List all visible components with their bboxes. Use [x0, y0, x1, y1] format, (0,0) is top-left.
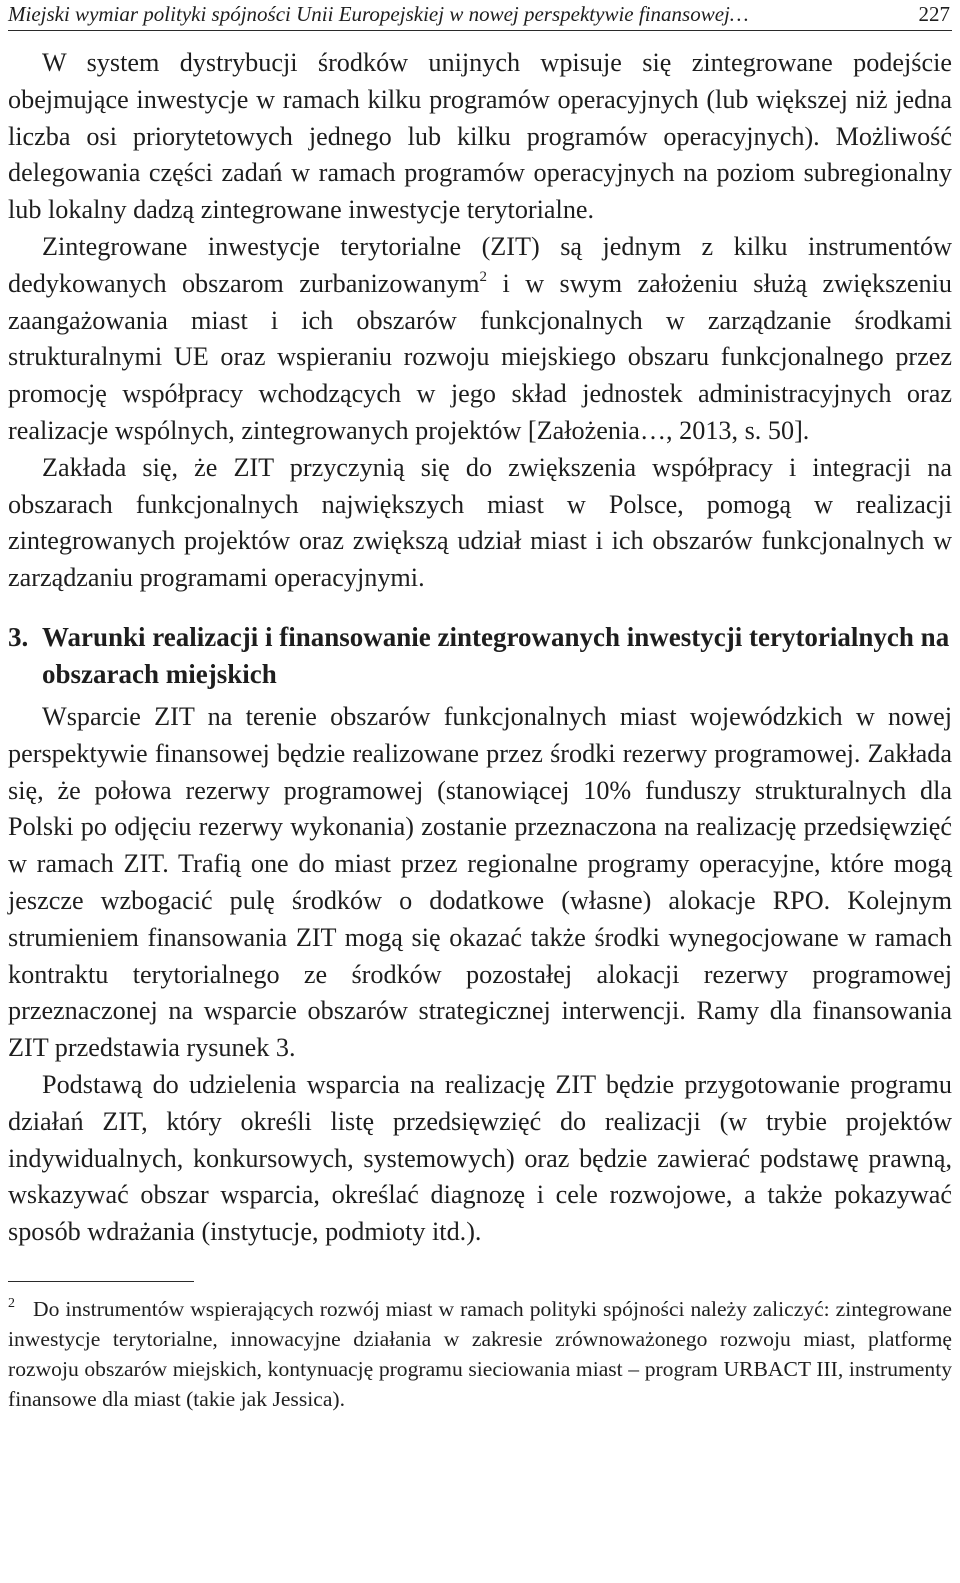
paragraph-5: Podstawą do udzielenia wsparcia na realizację ZIT będzie przygotowanie programu działań ZIT, który określi listę przedsięwzięć do realizacji (w trybie projektów indywidualnych, konkursowych, systemowych) oraz będzie zawierać podstawę prawną, wskazywać obszar wsparcia, określać diagnozę i cele rozwojowe, a także pokazywać sposób wdrażania (instytucje, podmioty itd.).: [8, 1069, 952, 1247]
paragraph-4: Wsparcie ZIT na terenie obszarów funkcjonalnych miast wojewódzkich w nowej perspektywie finansowej będzie realizowane przez środki rezerwy programowej. Zakłada się, że połowa rezerwy programowej (stanowiącej 10% funduszy strukturalnych dla Polski po odjęciu rezerwy wykonania) zostanie przeznaczona na realizację przedsięwzięć w ramach ZIT. Trafią one do miast przez regionalne programy operacyjne, które mogą jeszcze wzbogacić pulę środków o dodatkowe (własne) alokacje RPO. Kolejnym strumieniem finansowania ZIT mogą się okazać także środki wynegocjowane w ramach kontraktu terytorialnego ze środków pozostałej alokacji rezerwy programowej przeznaczonej na wsparcie obszarów strategicznej interwencji. Ramy dla finansowania ZIT przedstawia rysunek 3.: [8, 701, 952, 1063]
running-title: Miejski wymiar polityki spójności Unii Europejskiej w nowej perspektywie finansowej…: [8, 2, 749, 26]
paragraph-2: [8, 229, 952, 450]
footnote-mark: 2: [8, 1295, 15, 1311]
paragraph-2-text-b: i w swym założeniu służą zwiększeniu zaangażowania miast i ich obszarów funkcjonalnych w zarządzanie środkami strukturalnymi UE oraz wspieraniu rozwoju miejskiego obszaru funkcjonalnego przez promocję współpracy wchodzących w jego skład jednostek administracyjnych oraz realizacje wspólnych, zintegrowanych projektów [Założenia…, 2013, s. 50].: [8, 268, 952, 445]
section-title: Warunki realizacji i finansowanie zintegrowanych inwestycji terytorialnych na obszarach miejskich: [42, 621, 950, 689]
body-text: [8, 45, 952, 1251]
paragraph-3: Zakłada się, że ZIT przyczynią się do zwiększenia współpracy i integracji na obszarach funkcjonalnych największych miast w Polsce, pomogą w realizacji zintegrowanych projektów oraz zwiększą udział miast i ich obszarów funkcjonalnych w zarządzaniu programami operacyjnymi.: [8, 452, 952, 593]
page-number: 227: [918, 2, 950, 26]
paragraph-2-text-a: Zintegrowane inwestycje terytorialne (ZIT) są jednym z kilku instrumentów dedykowanych obszarom zurbanizowanym: [8, 231, 952, 298]
footnote: [8, 1294, 952, 1414]
footnote-reference: 2: [479, 268, 488, 285]
footnote-separator: [8, 1281, 194, 1282]
footnote-text: Do instrumentów wspierających rozwój miast w ramach polityki spójności należy zaliczyć: zintegrowane inwestycje terytorialne, innowacyjne działania w zakresie zrównoważonego rozwoju miast, platformę rozwoju obszarów miejskich, kontynuację programu sieciowania miast – program URBACT III, instrumenty finansowe dla miast (takie jak Jessica).: [8, 1296, 952, 1411]
section-number: 3.: [8, 621, 29, 652]
running-header: [8, 0, 952, 31]
paragraph-1: W system dystrybucji środków unijnych wpisuje się zintegrowane podejście obejmujące inwestycje w ramach kilku programów operacyjnych (lub większej niż jedna liczba osi priorytetowych jednego lub kilku programów operacyjnych). Możliwość delegowania części zadań w ramach programów operacyjnych na poziom subregionalny lub lokalny dadzą zintegrowane inwestycje terytorialne.: [8, 48, 952, 225]
section-heading: [8, 619, 952, 693]
